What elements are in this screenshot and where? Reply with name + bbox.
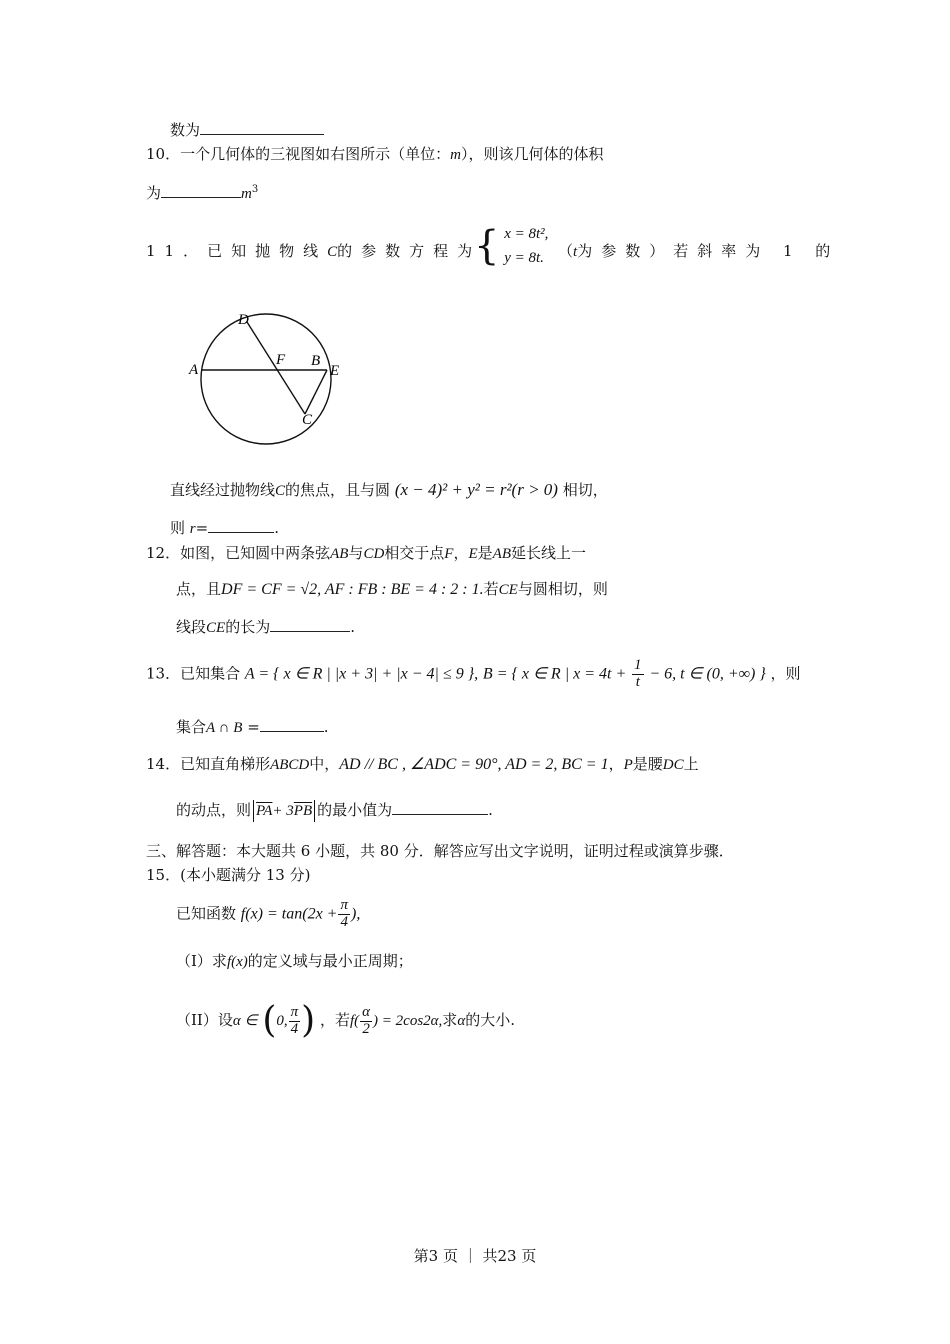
- label-e: E: [330, 363, 340, 379]
- q11-line2: 直线经过抛物线C的焦点，且与圆 (x − 4)² + y² = r²(r > 0) 相切，: [170, 480, 608, 499]
- answer-blank: [200, 120, 324, 135]
- circle-chord-figure: [180, 302, 370, 452]
- answer-blank: [260, 717, 324, 732]
- q12-line2: 点，且DF = CF = √2, AF : FB : BE = 4 : 2 : 1.若CE与圆相切，则: [176, 580, 608, 598]
- q12-line1: 12．如图，已知圆中两条弦AB与CD相交于点F，E是AB延长线上一: [146, 544, 587, 562]
- q11-line1: 11．已知抛物线C的参数方程为: [146, 242, 482, 260]
- q11-line3: 则 r= .: [170, 519, 279, 537]
- fraction-1-over-t: $\frac{1}{t}$: [634, 657, 642, 690]
- q10-line2: 为 $m^3$: [146, 184, 259, 202]
- answer-blank: [161, 183, 241, 198]
- q14-line1: 14．已知直角梯形ABCD中，AD // BC , ∠ADC = 90°, AD = 2, BC = 1，P是腰DC上: [146, 755, 699, 773]
- q9-tail: 数为: [170, 120, 324, 139]
- q11-param-system: { x = 8t², y = 8t.: [474, 223, 549, 269]
- answer-blank: [270, 617, 350, 632]
- label-f: F: [276, 352, 286, 368]
- q13-line1: 13．已知集合 A = { x ∈ R | |x + 3| + |x − 4| ≤ 9 }, B = { x ∈ R | x = 4t + $\frac{1}{t}$ − 6, t ∈ (0, +∞) } ，则: [146, 657, 801, 690]
- fraction-pi-over-4: $\frac{\pi}{4}$: [340, 897, 348, 930]
- q14-line2: 的动点，则 $\overline{PA}+ 3\overline{PB}$ 的最小值为 .: [176, 800, 493, 822]
- q10-line1: 10．一个几何体的三视图如右图所示（单位：m），则该几何体的体积: [146, 145, 604, 163]
- q15-part1: （Ⅰ）求f(x)的定义域与最小正周期；: [176, 952, 413, 970]
- page-footer: 第3 页 ｜ 共23 页: [413, 1247, 537, 1265]
- fraction-alpha-over-2: $\frac{\alpha}{2}$: [362, 1003, 371, 1037]
- section-three-heading: 三、解答题：本大题共 6 小题，共 80 分．解答应写出文字说明，证明过程或演算步骤．: [146, 842, 734, 860]
- q15-header: 15．(本小题满分 13 分): [146, 866, 311, 884]
- answer-blank: [392, 800, 488, 815]
- q11-line1-tail: （t为参数）若斜率为 1 的: [558, 242, 840, 260]
- label-d: D: [238, 312, 249, 328]
- label-c: C: [302, 412, 313, 428]
- fraction-pi-over-4: $\frac{\pi}{4}$: [290, 1003, 299, 1037]
- q12-line3: 线段CE的长为 .: [176, 618, 355, 636]
- label-a: A: [189, 362, 199, 378]
- label-b: B: [311, 353, 321, 369]
- chord-dc: [247, 322, 305, 414]
- q15-given: 已知函数 f(x) = tan(2x + $\frac{\pi}{4}$ ),: [176, 897, 361, 930]
- q13-line2: 集合A ∩ B = .: [176, 718, 329, 736]
- brace: {: [474, 223, 500, 269]
- answer-blank: [208, 518, 274, 533]
- q15-part2: （II）设α ∈ (0, $\frac{\pi}{4}$ ) ，若f( $\frac{\alpha}{2}$ ) = 2cos2α,求α的大小.: [176, 1000, 515, 1041]
